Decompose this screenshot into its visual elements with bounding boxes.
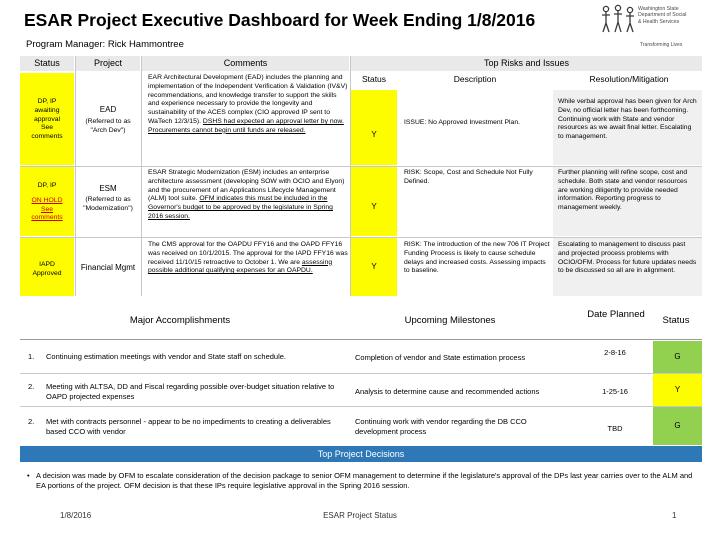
project-status bbox=[20, 261, 74, 279]
col-divider bbox=[141, 56, 142, 296]
risks-header: Top Risks and Issues bbox=[351, 56, 702, 71]
status-header: Status bbox=[20, 56, 74, 71]
comments-underlined: assessing possible additional qualifying expenses for an OAPDU. bbox=[148, 258, 333, 275]
col-divider bbox=[350, 56, 351, 296]
project-ref: (Referred to as "Modernization") bbox=[83, 196, 133, 212]
comments-text: EAR Architectural Development (EAD) includes the planning and implementation of the Independent Verification & Validation (IV&V) recommendations, and knowledge transfer to support the skills and experience necessary to provide the longevity and sustainability of the ACES complex (CIO approved IP sent to WaTech 12/3/15). bbox=[148, 74, 348, 125]
comments-text: ESAR Strategic Modernization (ESM) includes an enterprise architecture assessment (developing SOW with OCIO and Elyon) and the procurement of an Applications Lifecycle Management (ALM) tool suite. bbox=[148, 169, 345, 203]
project-comments bbox=[148, 241, 348, 296]
row-divider bbox=[20, 237, 702, 238]
decision-bullet: • bbox=[27, 471, 30, 480]
risk-status: Y bbox=[371, 131, 377, 139]
status-line: See bbox=[40, 124, 54, 132]
project-status bbox=[20, 182, 74, 223]
row-divider bbox=[20, 406, 702, 407]
milestones-header: Upcoming Milestones bbox=[404, 315, 496, 326]
comments-text: The CMS approval for the OAPDU FFY16 and the OAPD FFY16 was received on 10/1/2015. The approval for the IAPD FFY16 was received 11/10/15 retroactive to October 1. We are bbox=[148, 241, 348, 266]
program-manager: Program Manager: Rick Hammontree bbox=[26, 39, 184, 50]
accomplishment-text: Met with contracts personnel - appear to be no impediments to creating a deliverables based CCO with vendor bbox=[46, 417, 331, 436]
accomplishment-text: Continuing estimation meetings with vendor and State staff on schedule. bbox=[46, 352, 287, 361]
project-name: Financial Mgmt bbox=[80, 264, 136, 272]
logo-line: & Health Services bbox=[638, 18, 680, 25]
ms-status-header: Status bbox=[662, 315, 690, 326]
risk-status-cell bbox=[351, 90, 397, 165]
project-status bbox=[20, 98, 74, 142]
section-divider bbox=[20, 339, 702, 340]
accomplishment-number: 2. bbox=[28, 382, 35, 391]
milestone-text: Completion of vendor and State estimation process bbox=[355, 353, 526, 362]
logo-line: Washington State bbox=[638, 6, 679, 12]
resolution-header: Resolution/Mitigation bbox=[556, 74, 702, 88]
accomplishment-text: Meeting with ALTSA, DD and Fiscal regarding possible over-budget situation relative to OAPD projected expenses bbox=[46, 382, 335, 401]
status-line: comments bbox=[31, 214, 63, 222]
milestone-date: 2-8-16 bbox=[604, 348, 626, 357]
date-planned-header: Date Planned bbox=[587, 309, 645, 320]
risk-status: Y bbox=[371, 263, 377, 271]
comments-header: Comments bbox=[142, 56, 349, 71]
row-divider bbox=[20, 373, 702, 374]
risk-description: RISK: The introduction of the new 706 IT Project Funding Process is likely to cause schedule delays and increased costs. Assessing impacts to baseline. bbox=[404, 241, 550, 275]
footer-date: 1/8/2016 bbox=[60, 511, 92, 520]
accomplishment-number: 2. bbox=[28, 417, 35, 426]
milestone-date: TBD bbox=[607, 424, 623, 433]
status-line: DP, IP bbox=[37, 98, 57, 105]
page-number: 1 bbox=[672, 511, 677, 520]
risk-status-cell bbox=[351, 167, 397, 236]
comments-underlined: DSHS had expected an approval letter by now. Procurements cannot begin until funds are released. bbox=[148, 117, 344, 134]
on-hold-label: ON HOLD bbox=[31, 196, 63, 204]
logo-tagline: Transforming Lives bbox=[640, 42, 683, 48]
risk-status: Y bbox=[371, 203, 377, 211]
dshs-logo bbox=[600, 4, 710, 50]
milestone-status-badge: Y bbox=[653, 374, 702, 406]
status-line: See bbox=[40, 205, 54, 213]
resolution-text: Further planning will refine scope, cost and schedule. Both state and vendor resources are working diligently to provide needed information. Reporting progress to management weekly. bbox=[558, 169, 688, 212]
milestone-status-badge: G bbox=[653, 407, 702, 445]
project-comments bbox=[148, 169, 348, 236]
risk-description: ISSUE: No Approved Investment Plan. bbox=[404, 119, 520, 126]
logo-dept-text bbox=[638, 6, 686, 25]
risk-description: RISK: Scope, Cost and Schedule Not Fully Defined. bbox=[404, 169, 533, 185]
footer-title: ESAR Project Status bbox=[323, 511, 397, 520]
page-title: ESAR Project Executive Dashboard for Week Ending 1/8/2016 bbox=[24, 10, 536, 30]
resolution-text: While verbal approval has been given for Arch Dev, no official letter has been forthcoming. Continuing work with State and vendor resources as we await final letter. Escalating to management. bbox=[558, 98, 697, 141]
col-divider bbox=[75, 56, 76, 296]
accomplishments-header: Major Accomplishments bbox=[129, 315, 231, 326]
project-name: EAD bbox=[99, 106, 117, 114]
comments-underlined: OFM indicates this must be included in the Governor's budget to be approved by the legislature in Spring 2016 session. bbox=[148, 195, 333, 220]
accomplishment-number: 1. bbox=[28, 352, 35, 361]
logo-line: Department of Social bbox=[638, 12, 687, 19]
description-header: Description bbox=[400, 74, 550, 88]
status-line: IAPD bbox=[39, 261, 55, 268]
project-ref: (Referred to as "Arch Dev") bbox=[85, 118, 131, 134]
status-line: comments bbox=[31, 133, 63, 141]
status-line: approval bbox=[33, 115, 61, 123]
decisions-header: Top Project Decisions bbox=[20, 446, 702, 462]
resolution-text: Escalating to management to discuss past and projected process problems with OCIO/OFM. Process for future updates needs to be discussed so all are in alignment. bbox=[558, 241, 697, 275]
milestone-text: Continuing work with vendor regarding the DB CCO development process bbox=[355, 417, 527, 436]
decision-text: A decision was made by OFM to escalate consideration of the decision package to senior OFM management to determine if the legislature's approval of the DPs last year carries over to the ALM and EA portions of the project. OFM decision is that these IPs require legislative approval in the Spring 2016 session. bbox=[36, 471, 693, 490]
people-figures-icon bbox=[600, 4, 636, 36]
row-divider bbox=[20, 166, 702, 167]
milestone-text: Analysis to determine cause and recommended actions bbox=[355, 387, 540, 396]
status-line: Approved bbox=[32, 269, 62, 277]
milestone-date: 1-25-16 bbox=[602, 387, 628, 396]
project-header: Project bbox=[76, 56, 140, 71]
milestone-status-badge: G bbox=[653, 341, 702, 373]
project-name: ESM bbox=[99, 185, 117, 193]
status-line: awaiting bbox=[34, 106, 60, 114]
project-comments bbox=[148, 74, 348, 164]
status-line: DP, IP bbox=[37, 182, 57, 189]
risk-status-header: Status bbox=[351, 74, 397, 88]
